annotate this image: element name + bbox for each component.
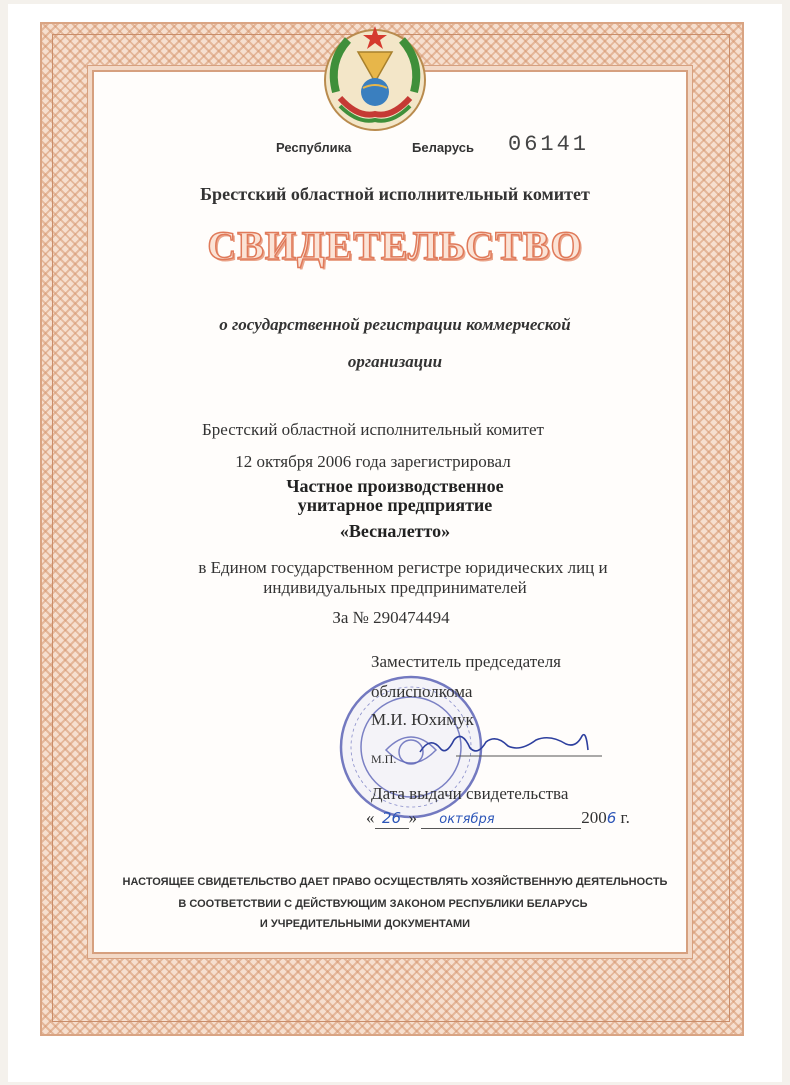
entity-type-line-2: унитарное предприятие — [297, 495, 493, 515]
footer-line-3: И УЧРЕДИТЕЛЬНЫМИ ДОКУМЕНТАМИ — [259, 918, 471, 930]
issue-date-label: Дата выдачи свидетельства — [371, 784, 569, 803]
subtitle-line-1: о государственной регистрации коммерческой — [219, 315, 571, 334]
registrar-line: Брестский областной исполнительный комитет — [202, 420, 544, 439]
handwritten-signature — [416, 726, 604, 766]
serial-number: 06141 — [508, 132, 590, 157]
issue-year-prefix: 200 — [581, 808, 607, 827]
subtitle-line-2: организации — [347, 352, 443, 371]
certificate-title: СВИДЕТЕЛЬСТВО — [207, 223, 583, 268]
country-label: Беларусь — [412, 140, 474, 155]
issue-day: 26 — [381, 809, 402, 827]
registry-line-2: индивидуальных предпринимателей — [263, 578, 527, 597]
signatory-name: М.И. Юхимук — [371, 710, 474, 729]
issue-month: октября — [439, 812, 495, 827]
issue-year-digit: 6 — [606, 809, 617, 827]
entity-name: «Весналетто» — [339, 521, 451, 541]
entity-type-line-1: Частное производственное — [286, 476, 504, 496]
seal-place-label: М.П. — [371, 752, 397, 766]
registration-number: За № 290474494 — [332, 608, 450, 627]
footer-line-2: В СООТВЕТСТВИИ С ДЕЙСТВУЮЩИМ ЗАКОНОМ РЕСПУБЛИКИ БЕЛАРУСЬ — [178, 898, 588, 910]
signatory-position-2: облисполкома — [371, 682, 473, 701]
signatory-position-1: Заместитель председателя — [371, 652, 561, 671]
issue-year-suffix: г. — [616, 808, 630, 827]
issuer-heading: Брестский областной исполнительный комитет — [200, 184, 590, 204]
state-emblem-icon — [318, 22, 432, 134]
republic-label: Республика — [276, 140, 352, 155]
registration-date-line: 12 октября 2006 года зарегистрировал — [235, 452, 511, 471]
issue-date: « 26 » октября 2006 г. — [366, 808, 630, 827]
registry-line-1: в Едином государственном регистре юридических лиц и — [198, 558, 608, 577]
footer-line-1: НАСТОЯЩЕЕ СВИДЕТЕЛЬСТВО ДАЕТ ПРАВО ОСУЩЕСТВЛЯТЬ ХОЗЯЙСТВЕННУЮ ДЕЯТЕЛЬНОСТЬ — [122, 876, 668, 888]
